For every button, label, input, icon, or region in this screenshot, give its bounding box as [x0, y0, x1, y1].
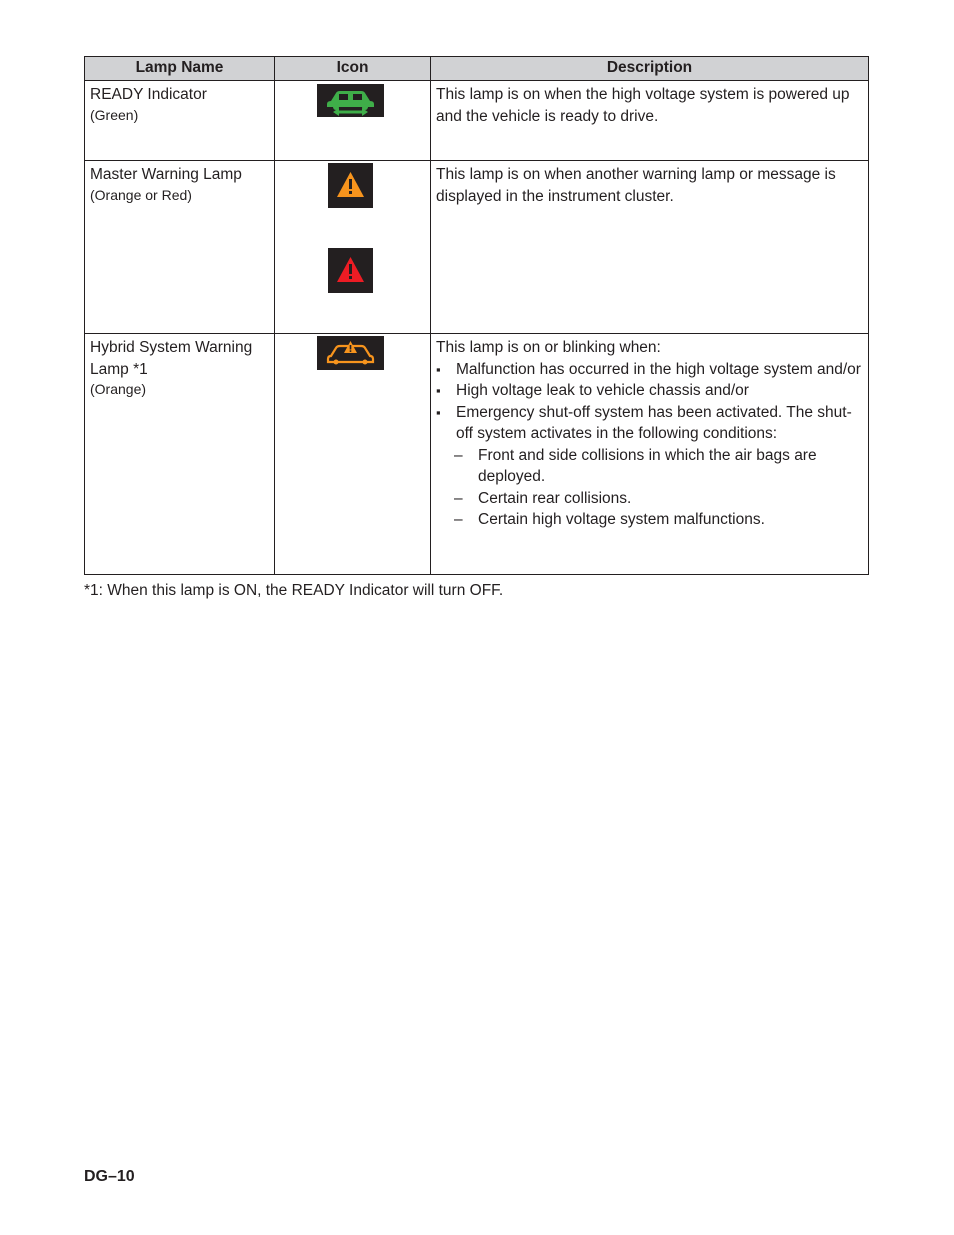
master-warning-red-icon	[328, 248, 373, 293]
list-item	[436, 402, 862, 531]
lamp-name-cell	[85, 334, 275, 575]
table-header-row	[85, 57, 869, 81]
icon-cell	[275, 81, 431, 161]
header-icon: Icon	[275, 57, 431, 81]
icon-cell	[275, 334, 431, 575]
list-item: ▪ High voltage leak to vehicle chassis and/or	[436, 380, 862, 402]
lamp-name: Hybrid System Warning Lamp *1	[90, 339, 253, 378]
sub-list-item: – Certain rear collisions.	[436, 488, 862, 510]
description-cell	[431, 81, 869, 161]
list-item-text: Emergency shut-off system has been activated. The shut-off system activates in the following conditions:	[456, 403, 852, 442]
lamp-name: Master Warning Lamp	[90, 166, 242, 183]
description-text: This lamp is on when the high voltage system is powered up and the vehicle is ready to drive.	[436, 86, 850, 125]
sub-list-item: – Certain high voltage system malfunctions.	[436, 509, 862, 531]
warning-lamp-table	[84, 56, 869, 575]
sub-list-item: – Front and side collisions in which the air bags are deployed.	[436, 445, 862, 488]
description-text: This lamp is on or blinking when:	[436, 339, 661, 356]
page-number: DG–10	[84, 1168, 135, 1185]
description-cell	[431, 161, 869, 334]
description-text: This lamp is on when another warning lamp or message is displayed in the instrument cluster.	[436, 166, 836, 205]
master-warning-orange-icon	[328, 163, 373, 208]
sub-condition-list	[456, 445, 862, 531]
header-description: Description	[431, 57, 869, 81]
ready-indicator-icon	[317, 84, 384, 117]
list-item: ▪ Malfunction has occurred in the high voltage system and/or	[436, 359, 862, 381]
footnote: *1: When this lamp is ON, the READY Indicator will turn OFF.	[84, 582, 504, 599]
hybrid-system-warning-icon	[317, 336, 384, 370]
header-lamp-name: Lamp Name	[85, 57, 275, 81]
lamp-name-cell	[85, 81, 275, 161]
lamp-name: READY Indicator	[90, 86, 207, 103]
table-row	[85, 334, 869, 575]
condition-list	[436, 359, 862, 531]
lamp-name-cell	[85, 161, 275, 334]
table-row	[85, 81, 869, 161]
lamp-color: (Green)	[90, 106, 139, 123]
lamp-color: (Orange or Red)	[90, 186, 192, 203]
table-row	[85, 161, 869, 334]
lamp-color: (Orange)	[90, 381, 147, 397]
description-cell	[431, 334, 869, 575]
icon-cell	[275, 161, 431, 334]
